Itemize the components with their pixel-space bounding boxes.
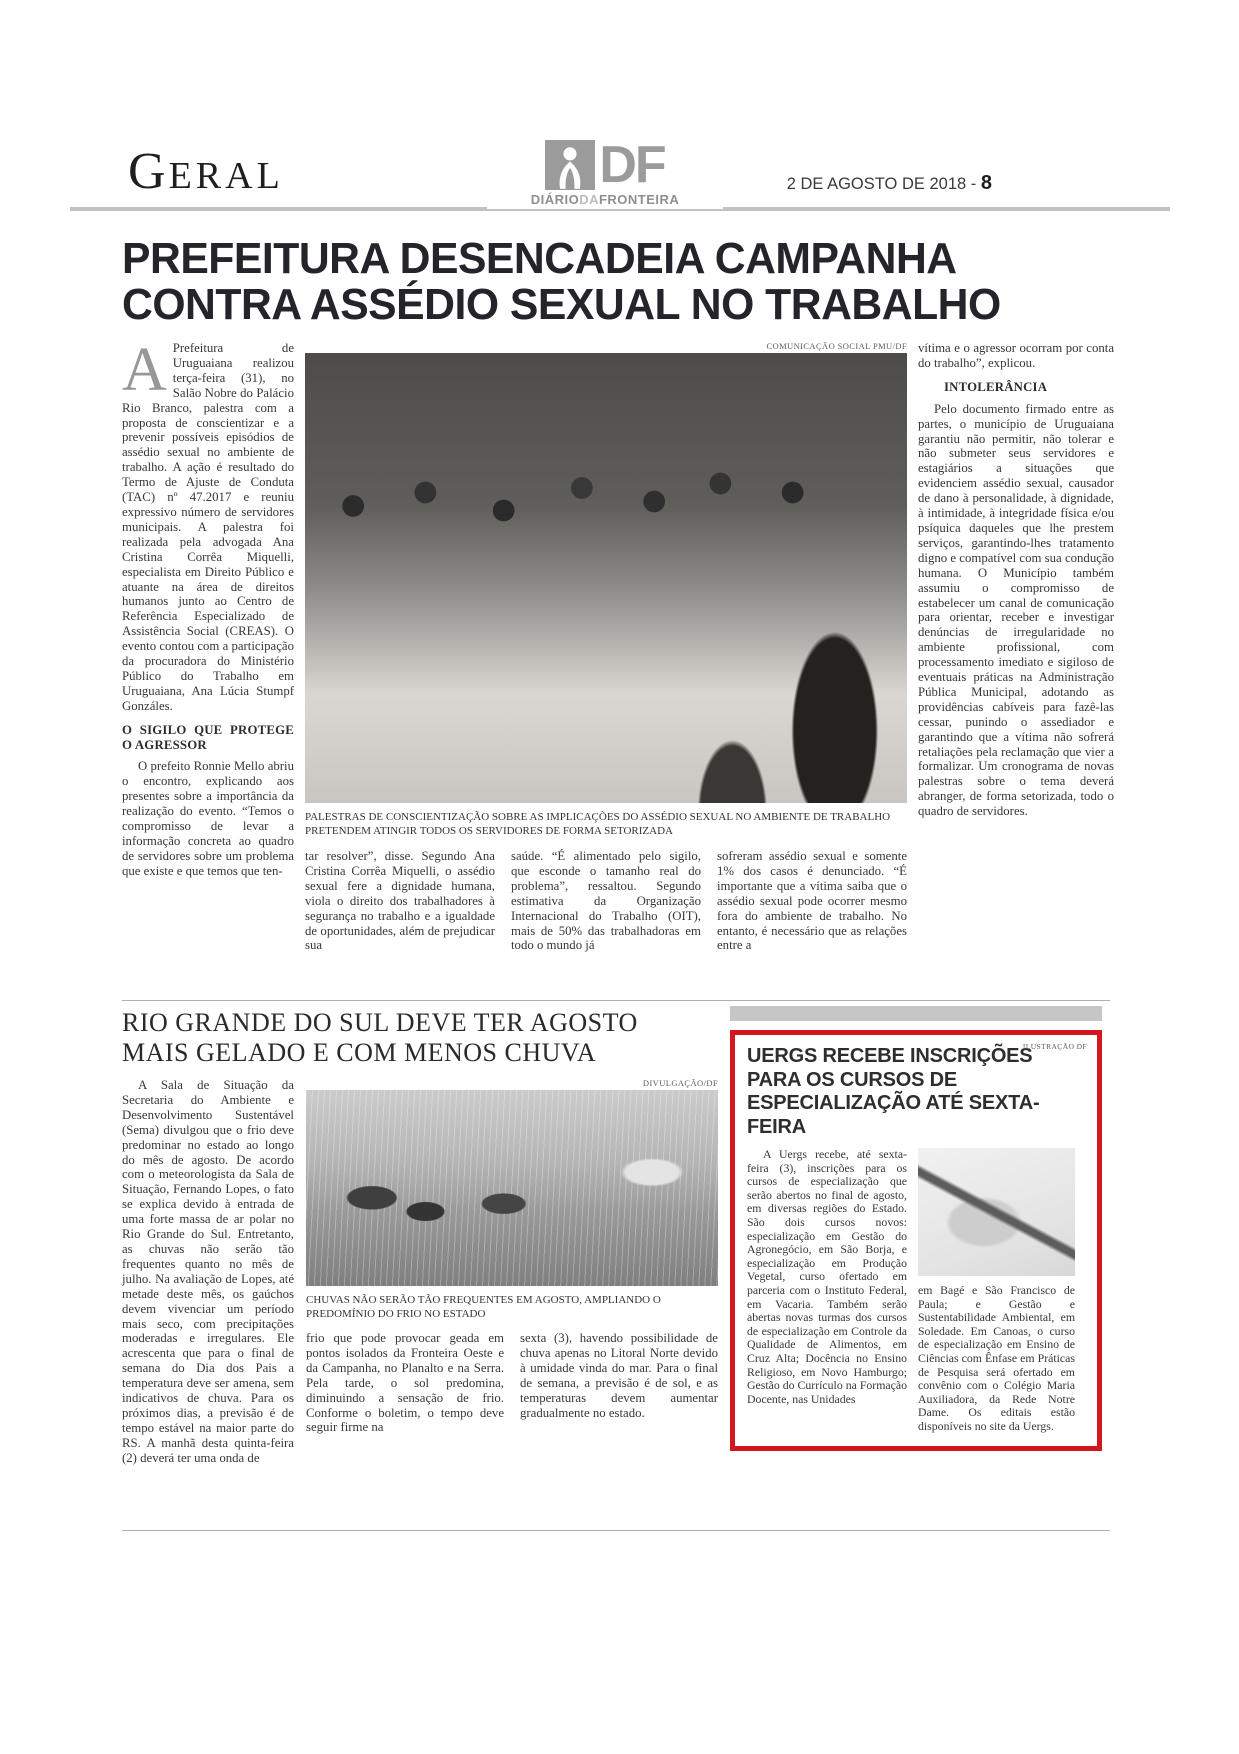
- uergs-headline: UERGS RECEBE INSCRIÇÕES PARA OS CURSOS DE ESPECIALIZAÇÃO ATÉ SEXTA-FEIRA: [747, 1045, 1040, 1138]
- df-logo-name-part3: FRONTEIRA: [598, 192, 680, 207]
- article1-col5-paragraph2: Pelo documento firmado entre as partes, o município de Uruguaiana garantiu não permitir, não tolerar e não submeter seus servidores e estagiários a situações que evidenciem assédio sexual, causador de dano à personalidade, à dignidade, à intimidade, à integridade física e/ou psíquica daqueles que lhe prestem serviços, garantindo-lhes tratamento digno e compatível com sua condução humana. O Município também assumiu o compromisso de estabelecer um canal de comunicação para orientar, receber e investigar denúncias de irregularidade no ambiente profissional, com processamento imediato e sigiloso de eventuais práticas na Administração Pública Municipal, adotando as providências cabíveis para fazê-las cessar, punindo o assediador e garantindo que a vítima não sofrerá retaliações pela reclamação que vier a formalizar. Um cronograma de novas palestras sobre o tema deverá abranger, de forma setorizada, todo o quadro de servidores.: [918, 401, 1114, 819]
- df-logo-name: [493, 192, 717, 207]
- article2-column-1: [122, 1078, 294, 1466]
- article-harassment-campaign: [122, 236, 1114, 953]
- article1-subhead-intolerancia: INTOLERÂNCIA: [944, 379, 1048, 394]
- article1-column-3: saúde. “É alimentado pelo sigilo, que esconde o tamanho real do problema”, ressaltou. Segundo estimativa da Organização Internacional do Trabalho (OIT), mais de 50% das trabalhadoras em todo o mundo já: [511, 849, 701, 953]
- article1-headline-line1: PREFEITURA DESENCADEIA CAMPANHA: [122, 234, 957, 283]
- article2-headline: [122, 1008, 722, 1068]
- uergs-gray-bar: [730, 1006, 1102, 1021]
- dateline: [760, 172, 992, 195]
- uergs-column-1: [747, 1148, 907, 1434]
- section-title-initial: G: [128, 143, 169, 200]
- article-uergs-enrollment: [730, 1006, 1102, 1451]
- article1-photo-block: [305, 341, 907, 953]
- article1-headline: [122, 236, 1084, 328]
- article1-photo-credit: COMUNICAÇÃO SOCIAL PMU/DF: [766, 341, 907, 351]
- article1-photo-caption: PALESTRAS DE CONSCIENTIZAÇÃO SOBRE AS IMPLICAÇÕES DO ASSÉDIO SEXUAL NO AMBIENTE DE TRABALHO PRETENDEM ATINGIR TODOS OS SERVIDORES DE FORMA SETORIZADA: [305, 811, 891, 837]
- article2-photo-caption: CHUVAS NÃO SERÃO TÃO FREQUENTES EM AGOSTO, AMPLIANDO O PREDOMÍNIO DO FRIO NO ESTADO: [306, 1294, 661, 1320]
- uergs-col2-paragraph: em Bagé e São Francisco de Paula; e Gestão e Sustentabilidade Ambiental, em Soledade. Em Canoas, o curso de especialização em Ensino de Ciências com Ênfase em Práticas de Pesquisa será ofertado em convênio com o Colégio Maria Auxiliadora, da Rede Notre Dame. Os editais estão disponíveis no site da Uergs.: [918, 1283, 1075, 1433]
- df-logo-name-part1: DIÁRIO: [530, 192, 580, 207]
- df-logo: [487, 136, 723, 209]
- uergs-column-2: [918, 1148, 1075, 1434]
- section-title: [128, 143, 284, 200]
- rain-photo: [306, 1090, 718, 1286]
- dropcap: A: [122, 336, 167, 404]
- article2-column-3: sexta (3), havendo possibilidade de chuva apenas no Litoral Norte devido à umidade vinda do mar. Para o final de semana, a previsão é de sol, e as temperaturas devem aumentar gradualmente no estado.: [520, 1331, 718, 1420]
- divider-article1-bottom: [122, 1000, 1110, 1001]
- df-logo-icon: [545, 140, 595, 190]
- article1-column-4: sofreram assédio sexual e somente 1% dos casos é denunciado. “É importante que a vítima saiba que o assédio sexual pode ocorrer mesmo fora do ambiente de trabalho. No entanto, é necessário que as relações entre a: [717, 849, 907, 953]
- article2-photo-block: [306, 1078, 718, 1466]
- article1-col5-paragraph1: vítima e o agressor ocorram por conta do trabalho”, explicou.: [918, 341, 1114, 370]
- article2-photo-credit: DIVULGAÇÃO/DF: [642, 1078, 718, 1088]
- article2-headline-line1: RIO GRANDE DO SUL DEVE TER AGOSTO: [122, 1008, 638, 1037]
- article1-subhead-sigilo: O SIGILO QUE PROTEGE O AGRESSOR: [122, 722, 294, 752]
- article1-col1-paragraph2: O prefeito Ronnie Mello abriu o encontro, explicando aos presentes sobre a importância da realização do evento. “Temos o compromisso de levar a informação concreta ao quadro de servidores sobre um problema que existe e que temos que ten-: [122, 759, 294, 878]
- dateline-separator: -: [970, 175, 977, 193]
- df-logo-acronym: DF: [599, 136, 665, 194]
- uergs-red-box: [730, 1030, 1102, 1451]
- article2-headline-line2: MAIS GELADO E COM MENOS CHUVA: [122, 1038, 597, 1067]
- article1-column-5: [918, 341, 1114, 953]
- article1-column-2: tar resolver”, disse. Segundo Ana Cristina Corrêa Miquelli, o assédio sexual fere a dignidade humana, viola o direito dos trabalhadores à segurança no trabalho e a igualdade de oportunidades, além de prejudicar sua: [305, 849, 495, 953]
- article-weather-august: [122, 1008, 722, 1466]
- article1-col1-text1: Prefeitura de Uruguaiana realizou terça-feira (31), no Salão Nobre do Palácio Rio Branco, palestra com a proposta de conscientizar e a prevenir possíveis episódios de assédio sexual no ambiente de trabalho. A ação é resultado do Termo de Ajuste de Conduta (TAC) nº 47.2017 e reuniu expressivo número de servidores municipais. A palestra foi realizada pela advogada Ana Cristina Corrêa Miquelli, especialista em Direito Público e atuante na área de direitos humanos junto ao Centro de Referência Especializado de Assistência Social (CREAS). O evento contou com a participação da procuradora do Ministério Público do Trabalho em Uruguaiana, Ana Lúcia Stumpf Gonzáles.: [122, 341, 294, 713]
- uergs-photo-credit: ILUSTRAÇÃO DF: [1022, 1042, 1087, 1051]
- edition-date: 2 DE AGOSTO DE 2018: [786, 175, 967, 193]
- uergs-col1-paragraph: A Uergs recebe, até sexta-feira (3), inscrições para os cursos de especialização que serão abertos no final de agosto, em diversas regiões do Estado. São dois cursos novos: especialização em Gestão do Agronegócio, em São Borja, e especialização em Produção Vegetal, curso ofertado em parceria com o Instituto Federal, em Vacaria. Também serão abertas novas turmas dos cursos de especialização em Controle da Qualidade de Alimentos, em Cruz Alta; Docência no Ensino Religioso, em Novo Hamburgo; Gestão do Currículo na Formação Docente, nas Unidades: [747, 1147, 907, 1406]
- article1-headline-line2: CONTRA ASSÉDIO SEXUAL NO TRABALHO: [122, 280, 1001, 329]
- article1-column-1: [122, 336, 294, 953]
- writing-hand-photo: [918, 1148, 1075, 1276]
- article2-column-2: frio que pode provocar geada em pontos isolados da Fronteira Oeste e da Campanha, no Planalto e na Serra. Pela tarde, o sol predomina, diminuindo a sensação de frio. Conforme o boletim, o tempo deve seguir firme na: [306, 1331, 504, 1435]
- divider-page-bottom: [122, 1530, 1110, 1531]
- df-logo-name-part2: DA: [579, 192, 599, 207]
- section-title-rest: ERAL: [168, 155, 284, 197]
- article2-col1-paragraph: A Sala de Situação da Secretaria do Ambiente e Desenvolvimento Sustentável (Sema) divulgou que o frio deve predominar no estado ao longo do mês de agosto. De acordo com o meteorologista da Sala de Situação, Fernando Lopes, o fato se explica devido à entrada de uma forte massa de ar polar no Rio Grande do Sul. Entretanto, as chuvas não serão tão frequentes quanto no mês de julho. Na avaliação de Lopes, até metade deste mês, os gaúchos devem vivenciar um período mais seco, com precipitações moderadas e irregulares. Ele acrescenta que para o final de semana do Dia dos Pais a temperatura deve ser amena, sem indicativos de chuva. Para os próximos dias, a previsão é de tempo estável na maior parte do RS. A manhã desta quinta-feira (2) deverá ter uma onda de: [122, 1078, 294, 1465]
- article1-col1-paragraph1: [122, 336, 294, 714]
- meeting-photo: [305, 353, 907, 803]
- page-number: 8: [980, 172, 992, 194]
